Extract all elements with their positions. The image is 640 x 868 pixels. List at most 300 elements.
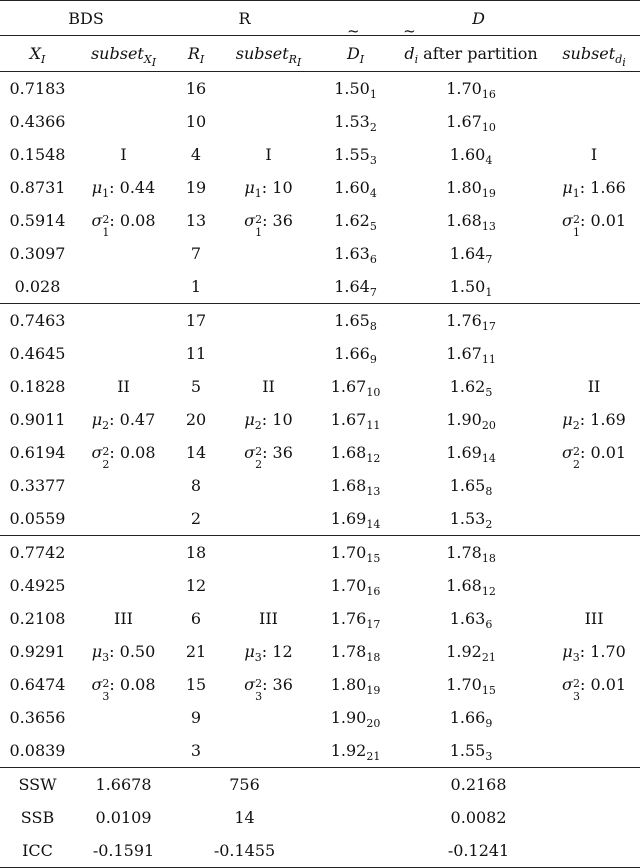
rank-value: 7 (190, 244, 202, 263)
subset-x (75, 270, 172, 304)
d-partition-value (394, 403, 548, 436)
rank-value: 6 (190, 609, 202, 628)
subset-r (220, 701, 317, 734)
dp-number: 1.63 (449, 609, 486, 628)
subset-r-variance: σ 2 3 : 36 (244, 675, 293, 703)
d-value (317, 635, 394, 668)
rank-value: 15 (185, 675, 207, 694)
d-partition-value (394, 204, 548, 237)
dp-number: 1.55 (449, 741, 486, 760)
subset-r: III (259, 609, 278, 628)
subset-x (75, 734, 172, 768)
d-partition-value (394, 304, 548, 338)
subset-d (548, 536, 640, 570)
stat-d: 0.2168 (317, 768, 640, 802)
d-partition-value (394, 171, 548, 204)
d-index: 13 (366, 485, 381, 499)
mu-value: 0.44 (119, 178, 156, 197)
subset-d (548, 304, 640, 338)
subset-r (220, 270, 317, 304)
d-index: 21 (366, 750, 381, 764)
d-partition-value (394, 734, 548, 768)
d-index: 1 (369, 88, 377, 102)
d-index: 17 (366, 618, 381, 632)
dp-number: 1.69 (446, 443, 482, 462)
dp-index: 10 (481, 121, 496, 135)
sigma-value: 36 (272, 443, 293, 462)
sigma-value: 0.08 (119, 675, 156, 694)
d-index: 7 (369, 286, 377, 300)
rank-value: 13 (185, 211, 207, 230)
stats-row (0, 768, 640, 802)
d-number: 1.70 (330, 576, 367, 595)
d-value (317, 734, 394, 768)
mu-value: 1.70 (590, 642, 626, 661)
dp-number: 1.67 (446, 344, 482, 363)
dp-number: 1.92 (446, 642, 482, 661)
subset-d (548, 270, 640, 304)
d-index: 2 (369, 121, 377, 135)
d-partition-value (394, 370, 548, 403)
x-value: 0.3097 (9, 244, 66, 263)
subset-x (75, 237, 172, 270)
d-partition-value (394, 337, 548, 370)
d-number: 1.78 (330, 642, 367, 661)
table-row (0, 370, 640, 403)
stat-x: -0.1591 (75, 834, 172, 868)
d-partition-value (394, 668, 548, 701)
sigma-value: 0.01 (590, 443, 627, 462)
dp-number: 1.68 (446, 576, 482, 595)
dp-index: 20 (481, 419, 496, 433)
col-header-x: $X_I$ (0, 36, 75, 72)
dp-number: 1.80 (446, 178, 482, 197)
dp-index: 3 (485, 750, 493, 764)
table-row (0, 701, 640, 734)
table-row (0, 403, 640, 436)
mu-value: 12 (272, 642, 293, 661)
dp-index: 11 (481, 353, 496, 367)
stat-label: ICC (0, 834, 75, 868)
subset-x: I (120, 145, 127, 164)
rank-value: 4 (190, 145, 202, 164)
d-index: 16 (366, 585, 381, 599)
subset-x (75, 536, 172, 570)
subset-d-variance: σ 2 2 : 0.01 (562, 443, 627, 471)
stat-r: -0.1455 (172, 834, 317, 868)
d-number: 1.80 (330, 675, 367, 694)
rank-value: 17 (172, 304, 220, 338)
subset-x (75, 701, 172, 734)
dp-number: 1.50 (449, 277, 486, 296)
mu-symbol: μ (244, 410, 255, 429)
subset-r (220, 469, 317, 502)
subset-d (548, 569, 640, 602)
dp-index: 9 (485, 717, 493, 731)
rank-value: 8 (190, 476, 202, 495)
d-partition-value (394, 72, 548, 106)
mu-value: 0.50 (119, 642, 156, 661)
table-row (0, 304, 640, 338)
table-row (0, 270, 640, 304)
d-value (317, 105, 394, 138)
d-number: 1.50 (334, 79, 370, 98)
stats-row (0, 834, 640, 868)
d-value (317, 204, 394, 237)
d-index: 5 (369, 220, 377, 234)
table-row (0, 337, 640, 370)
table-row (0, 469, 640, 502)
mu-symbol: μ (244, 178, 255, 197)
subset-x: III (114, 609, 133, 628)
subset-r (220, 536, 317, 570)
subset-r-variance: σ 2 2 : 36 (244, 443, 293, 471)
subset-r: II (262, 377, 275, 396)
sigma-value: 0.08 (119, 211, 156, 230)
x-value: 0.4925 (9, 576, 66, 595)
table-row (0, 436, 640, 469)
d-value (317, 436, 394, 469)
sigma-symbol: σ (91, 443, 103, 462)
subset-x (75, 72, 172, 106)
column-header-row (0, 36, 640, 72)
mu-value: 10 (272, 410, 293, 429)
group-header-bds: BDS (0, 1, 172, 36)
d-partition-value (394, 569, 548, 602)
subset-d: II (587, 377, 601, 396)
table-row (0, 569, 640, 602)
sigma-symbol: σ (244, 211, 256, 230)
d-index: 15 (366, 552, 381, 566)
mu-symbol: μ (244, 642, 255, 661)
subset-x (75, 304, 172, 338)
sigma-symbol: σ (244, 675, 256, 694)
col-header-subset-d: subset$_{d_i}$ (548, 36, 640, 72)
sigma-value: 0.01 (590, 211, 627, 230)
stat-x: 0.0109 (95, 808, 152, 827)
d-value (317, 602, 394, 635)
subset-r: I (265, 145, 272, 164)
mu-symbol: μ (562, 642, 573, 661)
d-value (317, 171, 394, 204)
mu-value: 1.69 (590, 410, 626, 429)
d-partition-value (394, 502, 548, 536)
subset-r (220, 502, 317, 536)
dp-index: 4 (485, 154, 493, 168)
subset-r (220, 237, 317, 270)
subset-d (548, 337, 640, 370)
sigma-value: 0.01 (590, 675, 627, 694)
table-row (0, 536, 640, 570)
d-number: 1.76 (330, 609, 367, 628)
table-row (0, 602, 640, 635)
d-number: 1.92 (330, 741, 367, 760)
sigma-value: 0.08 (119, 443, 156, 462)
d-value (317, 469, 394, 502)
d-value (317, 337, 394, 370)
rank-value: 20 (185, 410, 207, 429)
stats-row (0, 801, 640, 834)
d-index: 3 (369, 154, 377, 168)
subset-d-mean: $\mu_1$: 1.66 (562, 178, 626, 201)
d-number: 1.60 (334, 178, 370, 197)
d-partition-value (394, 237, 548, 270)
d-index: 9 (369, 353, 377, 367)
stat-x: 1.6678 (75, 768, 172, 802)
d-value (317, 370, 394, 403)
d-index: 12 (366, 452, 381, 466)
subset-d-variance: σ 2 3 : 0.01 (562, 675, 627, 703)
dp-number: 1.66 (449, 708, 486, 727)
rank-value: 11 (185, 344, 207, 363)
d-partition-value (394, 602, 548, 635)
d-index: 6 (369, 253, 377, 267)
subset-r (220, 734, 317, 768)
table-row (0, 204, 640, 237)
x-value: 0.028 (14, 277, 61, 296)
rank-value: 19 (185, 178, 207, 197)
subset-d: I (590, 145, 598, 164)
dp-index: 14 (481, 452, 496, 466)
col-header-d: ~ $D_I$ (317, 36, 394, 72)
x-value: 0.6474 (9, 675, 66, 694)
d-index: 20 (366, 717, 381, 731)
x-value: 0.9011 (9, 410, 66, 429)
subset-x-mean: $\mu_3$: 0.50 (91, 642, 156, 665)
subset-x-variance: σ 2 2 : 0.08 (91, 443, 156, 471)
dp-index: 2 (485, 518, 493, 532)
rank-value: 9 (190, 708, 202, 727)
d-value (317, 701, 394, 734)
d-number: 1.64 (334, 277, 370, 296)
rank-value: 10 (185, 112, 207, 131)
sigma-value: 36 (272, 675, 293, 694)
rank-value: 18 (172, 536, 220, 570)
rank-value: 3 (190, 741, 202, 760)
rank-value: 14 (185, 443, 207, 462)
subset-x-mean: $\mu_1$: 0.44 (91, 178, 156, 201)
subset-x-mean: $\mu_2$: 0.47 (91, 410, 156, 433)
x-value: 0.3656 (9, 708, 66, 727)
sigma-symbol: σ (562, 675, 573, 694)
stat-d: 0.0082 (450, 808, 507, 827)
d-number: 1.68 (330, 476, 367, 495)
d-partition-value (394, 701, 548, 734)
d-number: 1.63 (334, 244, 370, 263)
dp-index: 1 (485, 286, 493, 300)
sigma-value: 36 (272, 211, 293, 230)
d-index: 4 (369, 187, 377, 201)
x-value: 0.4366 (9, 112, 66, 131)
mu-symbol: μ (91, 178, 103, 197)
mu-index: 3 (572, 651, 580, 665)
stat-d: -0.1241 (317, 834, 640, 868)
dp-number: 1.70 (446, 675, 482, 694)
dp-index: 17 (481, 320, 496, 334)
table-row (0, 72, 640, 106)
mu-symbol: μ (91, 410, 103, 429)
mu-symbol: μ (91, 642, 103, 661)
subset-d-mean: $\mu_2$: 1.69 (562, 410, 626, 433)
mu-symbol: μ (562, 178, 573, 197)
subset-r (220, 337, 317, 370)
dp-number: 1.65 (449, 476, 486, 495)
subset-d (548, 502, 640, 536)
subset-x (75, 337, 172, 370)
dp-number: 1.70 (446, 79, 482, 98)
x-value: 0.9291 (9, 642, 66, 661)
stat-r: 14 (234, 808, 255, 827)
dp-number: 1.78 (446, 543, 482, 562)
d-value (317, 237, 394, 270)
dp-index: 19 (481, 187, 496, 201)
x-value: 0.7183 (0, 72, 75, 106)
x-value: 0.0839 (9, 741, 66, 760)
sigma-symbol: σ (91, 675, 103, 694)
d-number: 1.55 (334, 145, 370, 164)
subset-d (548, 469, 640, 502)
x-value: 0.1828 (9, 377, 66, 396)
mu-index: 2 (572, 419, 580, 433)
d-number: 1.66 (334, 344, 370, 363)
subset-x: II (117, 377, 130, 396)
x-value: 0.0559 (9, 509, 66, 528)
group-header-r: R (172, 1, 317, 36)
subset-d-mean: $\mu_3$: 1.70 (562, 642, 626, 665)
d-number: 1.67 (330, 410, 367, 429)
col-header-subset-x: subset$_{X_I}$ (75, 36, 172, 72)
x-value: 0.6194 (9, 443, 66, 462)
d-number: 1.53 (334, 112, 370, 131)
dp-index: 15 (481, 684, 496, 698)
subset-r (220, 304, 317, 338)
rank-value: 5 (190, 377, 202, 396)
x-value: 0.4645 (9, 344, 66, 363)
dp-number: 1.62 (449, 377, 486, 396)
x-value: 0.5914 (9, 211, 66, 230)
table-row (0, 138, 640, 171)
table-row (0, 237, 640, 270)
dp-index: 6 (485, 618, 493, 632)
subset-x (75, 469, 172, 502)
subset-r-variance: σ 2 1 : 36 (244, 211, 293, 239)
dp-index: 12 (481, 585, 496, 599)
subset-r (220, 72, 317, 106)
d-index: 14 (366, 518, 381, 532)
d-partition-value (394, 270, 548, 304)
d-index: 11 (366, 419, 381, 433)
subset-x (75, 569, 172, 602)
dp-number: 1.60 (449, 145, 486, 164)
stat-label: SSB (20, 808, 55, 827)
dp-number: 1.90 (446, 410, 482, 429)
stat-label: SSW (0, 768, 75, 802)
d-index: 10 (366, 386, 381, 400)
x-value: 0.3377 (9, 476, 66, 495)
d-partition-value (394, 469, 548, 502)
dp-number: 1.53 (449, 509, 486, 528)
dp-index: 5 (485, 386, 493, 400)
table-row (0, 502, 640, 536)
mu-index: 1 (254, 187, 262, 201)
mu-index: 2 (254, 419, 262, 433)
subset-r-mean: $\mu_3$: 12 (244, 642, 293, 665)
group-header-row (0, 1, 640, 36)
sigma-symbol: σ (244, 443, 256, 462)
d-partition-value (394, 536, 548, 570)
stat-r: 756 (172, 768, 317, 802)
d-index: 19 (366, 684, 381, 698)
x-value: 0.7742 (0, 536, 75, 570)
subset-r (220, 105, 317, 138)
subset-d (548, 734, 640, 768)
d-value (317, 569, 394, 602)
d-partition-value (394, 138, 548, 171)
d-value (317, 72, 394, 106)
dp-number: 1.68 (446, 211, 482, 230)
subset-d (548, 105, 640, 138)
d-number: 1.70 (330, 543, 367, 562)
x-value: 0.2108 (9, 609, 66, 628)
x-value: 0.7463 (0, 304, 75, 338)
subset-d (548, 72, 640, 106)
subset-x-variance: σ 2 1 : 0.08 (91, 211, 156, 239)
sigma-symbol: σ (91, 211, 103, 230)
d-number: 1.69 (330, 509, 367, 528)
rank-value: 21 (185, 642, 207, 661)
d-value (317, 502, 394, 536)
dp-index: 8 (485, 485, 493, 499)
sigma-symbol: σ (562, 443, 573, 462)
d-partition-value (394, 635, 548, 668)
dp-index: 16 (481, 88, 496, 102)
d-number: 1.65 (334, 311, 370, 330)
d-number: 1.68 (330, 443, 367, 462)
d-partition-value (394, 105, 548, 138)
mu-index: 3 (254, 651, 262, 665)
d-value (317, 403, 394, 436)
mu-value: 10 (272, 178, 293, 197)
d-value (317, 304, 394, 338)
dp-index: 21 (481, 651, 496, 665)
mu-index: 3 (102, 651, 110, 665)
table-row (0, 171, 640, 204)
mu-value: 1.66 (590, 178, 626, 197)
subset-r-mean: $\mu_1$: 10 (244, 178, 293, 201)
mu-index: 1 (102, 187, 110, 201)
dp-number: 1.67 (446, 112, 482, 131)
dp-number: 1.76 (446, 311, 482, 330)
d-number: 1.67 (330, 377, 367, 396)
subset-d (548, 701, 640, 734)
table-row (0, 105, 640, 138)
subset-d-variance: σ 2 1 : 0.01 (562, 211, 627, 239)
rank-value: 2 (190, 509, 202, 528)
rank-value: 1 (190, 277, 202, 296)
d-index: 8 (369, 320, 377, 334)
d-partition-value (394, 436, 548, 469)
table-row (0, 734, 640, 768)
col-header-r: $R_I$ (172, 36, 220, 72)
table-row (0, 635, 640, 668)
group-header-d: ~ D (317, 1, 640, 36)
dp-index: 7 (485, 253, 493, 267)
dp-index: 18 (481, 552, 496, 566)
subset-d: III (584, 609, 604, 628)
mu-value: 0.47 (119, 410, 156, 429)
mu-symbol: μ (562, 410, 573, 429)
d-value (317, 536, 394, 570)
